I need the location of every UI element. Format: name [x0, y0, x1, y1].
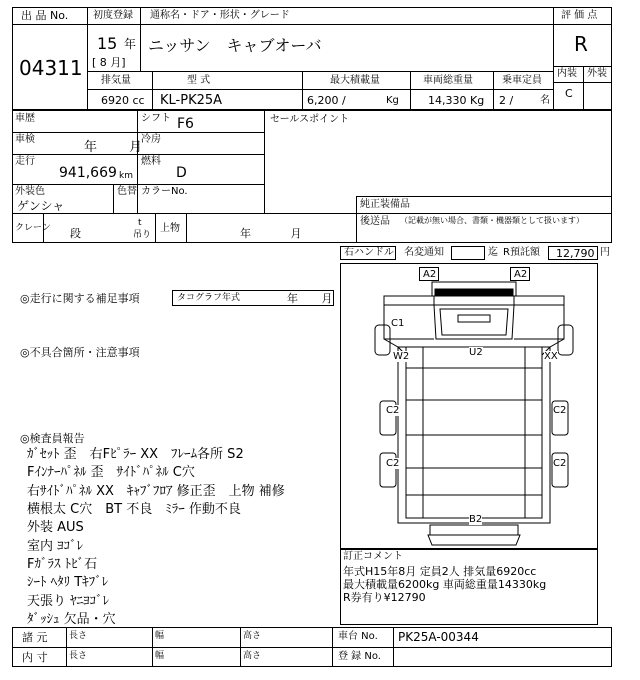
report-line-2: Fｲﾝﾅｰﾊﾟﾈﾙ 歪 ｻｲﾄﾞﾊﾟﾈﾙ C穴 — [27, 465, 195, 480]
correction-line-3: R券有り¥12790 — [343, 591, 426, 604]
first-reg-label: 初度登録 — [93, 10, 133, 21]
report-line-3: 右ｻｲﾄﾞﾊﾟﾈﾙ XX ｷｬﾌﾞﾌﾛｱ 修正歪 上物 補修 — [27, 484, 285, 499]
report-line-9: 天張り ﾔﾆﾖｺﾞﾚ — [27, 594, 110, 609]
mark-a2-right: A2 — [514, 269, 528, 280]
inspection-value: 年 月 — [84, 140, 143, 155]
car-name: ニッサン キャブオーバ — [148, 36, 322, 55]
chassis-label: 車台 No. — [338, 631, 378, 642]
gross-weight-label: 車両総重量 — [423, 75, 473, 86]
name-change-label: 名変通知 — [404, 247, 444, 258]
gross-weight: 14,330 Kg — [428, 94, 485, 107]
history-label: 車歴 — [15, 113, 35, 124]
mark-c2-right-front: C2 — [553, 405, 567, 416]
exterior-grade-label: 外装 — [587, 68, 607, 79]
capacity: 2 / — [499, 94, 514, 107]
lot-number: 04311 — [19, 56, 83, 80]
dims-width-label: 幅 — [155, 631, 165, 641]
max-load-unit: Kg — [386, 95, 399, 106]
tacho-value: 年 月 — [287, 292, 333, 305]
mileage-label: 走行 — [15, 156, 35, 167]
report-title: ◎検査員報告 — [20, 432, 85, 445]
recycle-fee: 12,790 — [556, 247, 595, 260]
color-label: 外装色 — [15, 186, 45, 197]
grade-label: 評 価 点 — [561, 10, 598, 21]
model-label: 型 式 — [187, 75, 211, 86]
inspection-label: 車検 — [15, 134, 35, 145]
shift-label: シフト — [141, 113, 171, 124]
color-change-label: 色替 — [117, 186, 137, 197]
fuel: D — [176, 165, 187, 181]
mark-u2: U2 — [469, 347, 483, 358]
name-label: 通称名・ドア・形状・グレード — [150, 10, 290, 21]
capacity-unit: 名 — [540, 95, 550, 106]
mark-c2-right-rear: C2 — [553, 458, 567, 469]
aftermarket-label: 後送品 — [360, 216, 390, 227]
mileage-unit: km — [119, 171, 133, 181]
correction-line-2: 最大積載量6200kg 車両総重量14330kg — [343, 578, 547, 591]
dims-height-label: 高さ — [243, 631, 262, 641]
mark-c1: C1 — [391, 318, 405, 329]
correction-title: 訂正コメント — [343, 551, 403, 562]
color-code-label: カラーNo. — [141, 186, 188, 197]
mark-c2-left-rear: C2 — [386, 458, 400, 469]
interior-dims-label: 内 寸 — [22, 651, 48, 664]
crane-hang-label: 吊り — [133, 230, 152, 240]
fuel-label: 燃料 — [141, 156, 161, 167]
crane-stages: 段 — [70, 227, 81, 240]
dims-length-label: 長さ — [69, 631, 88, 641]
displacement: 6920 cc — [101, 94, 145, 107]
max-load-label: 最大積載量 — [330, 75, 380, 86]
sales-point-label: セールスポイント — [270, 114, 350, 125]
aircon-label: 冷房 — [141, 134, 161, 145]
interior-height-label: 高さ — [243, 651, 262, 661]
crane-label: クレーン — [15, 223, 51, 233]
shift: F6 — [177, 116, 194, 132]
chassis-number: PK25A-00344 — [398, 630, 479, 644]
yen-mark: 円 — [600, 247, 610, 258]
registration-label: 登 録 No. — [338, 651, 381, 662]
report-line-8: ｼｰﾄ ﾍﾀﾘ Tｷﾌﾞﾚ — [27, 575, 109, 590]
dimensions-label: 諸 元 — [22, 631, 48, 644]
report-line-6: 室内 ﾖｺﾞﾚ — [27, 539, 84, 554]
interior-grade-label: 内装 — [557, 68, 577, 79]
crane-ton-label: t — [138, 218, 142, 228]
reg-year: 15 — [97, 34, 118, 53]
mark-w2: W2 — [393, 351, 410, 362]
color: ゲンシャ — [17, 199, 65, 213]
correction-line-1: 年式H15年8月 定員2人 排気量6920cc — [343, 565, 537, 578]
tax-deadline-mark: 迄 — [488, 247, 498, 258]
max-load: 6,200 / — [307, 94, 346, 107]
mileage: 941,669 — [59, 165, 117, 181]
supplementary-title: ◎走行に関する補足事項 — [20, 292, 140, 305]
aftermarket-note: （記載が無い場合、書類・機器類として扱います） — [400, 216, 584, 225]
overall-grade: R — [574, 32, 588, 56]
recycle-fee-label: R預託額 — [503, 247, 540, 258]
report-line-5: 外装 AUS — [27, 520, 84, 535]
mark-b2: B2 — [469, 514, 483, 525]
handle-position: 右ハンドル — [344, 247, 394, 258]
mark-c2-left-front: C2 — [386, 405, 400, 416]
lot-label: 出 品 No. — [21, 9, 69, 22]
report-line-4: 横根太 C穴 BT 不良 ﾐﾗｰ 作動不良 — [27, 502, 241, 517]
equipment-label: 純正装備品 — [360, 199, 410, 210]
report-line-1: ｶﾞｾｯﾄ 歪 右Fﾋﾟﾗｰ XX ﾌﾚｰﾑ各所 S2 — [27, 447, 244, 462]
tacho-label: タコグラフ年式 — [177, 293, 241, 303]
report-line-10: ﾀﾞｯｼｭ 欠品・穴 — [27, 612, 116, 627]
interior-width-label: 幅 — [155, 651, 165, 661]
body-label: 上物 — [160, 223, 180, 234]
report-line-7: Fｶﾞﾗｽ ﾄﾋﾞ石 — [27, 557, 98, 572]
body-value: 年 月 — [240, 227, 302, 240]
defects-title: ◎不具合箇所・注意事項 — [20, 346, 140, 359]
interior-length-label: 長さ — [69, 651, 88, 661]
mark-a2-left: A2 — [423, 269, 437, 280]
capacity-label: 乗車定員 — [502, 75, 542, 86]
interior-grade: C — [565, 87, 573, 100]
displacement-label: 排気量 — [101, 75, 131, 86]
model: KL-PK25A — [160, 93, 223, 108]
mark-xx: XX — [544, 351, 558, 362]
reg-month: [ 8 月] — [92, 56, 126, 69]
reg-year-unit: 年 — [124, 37, 137, 51]
